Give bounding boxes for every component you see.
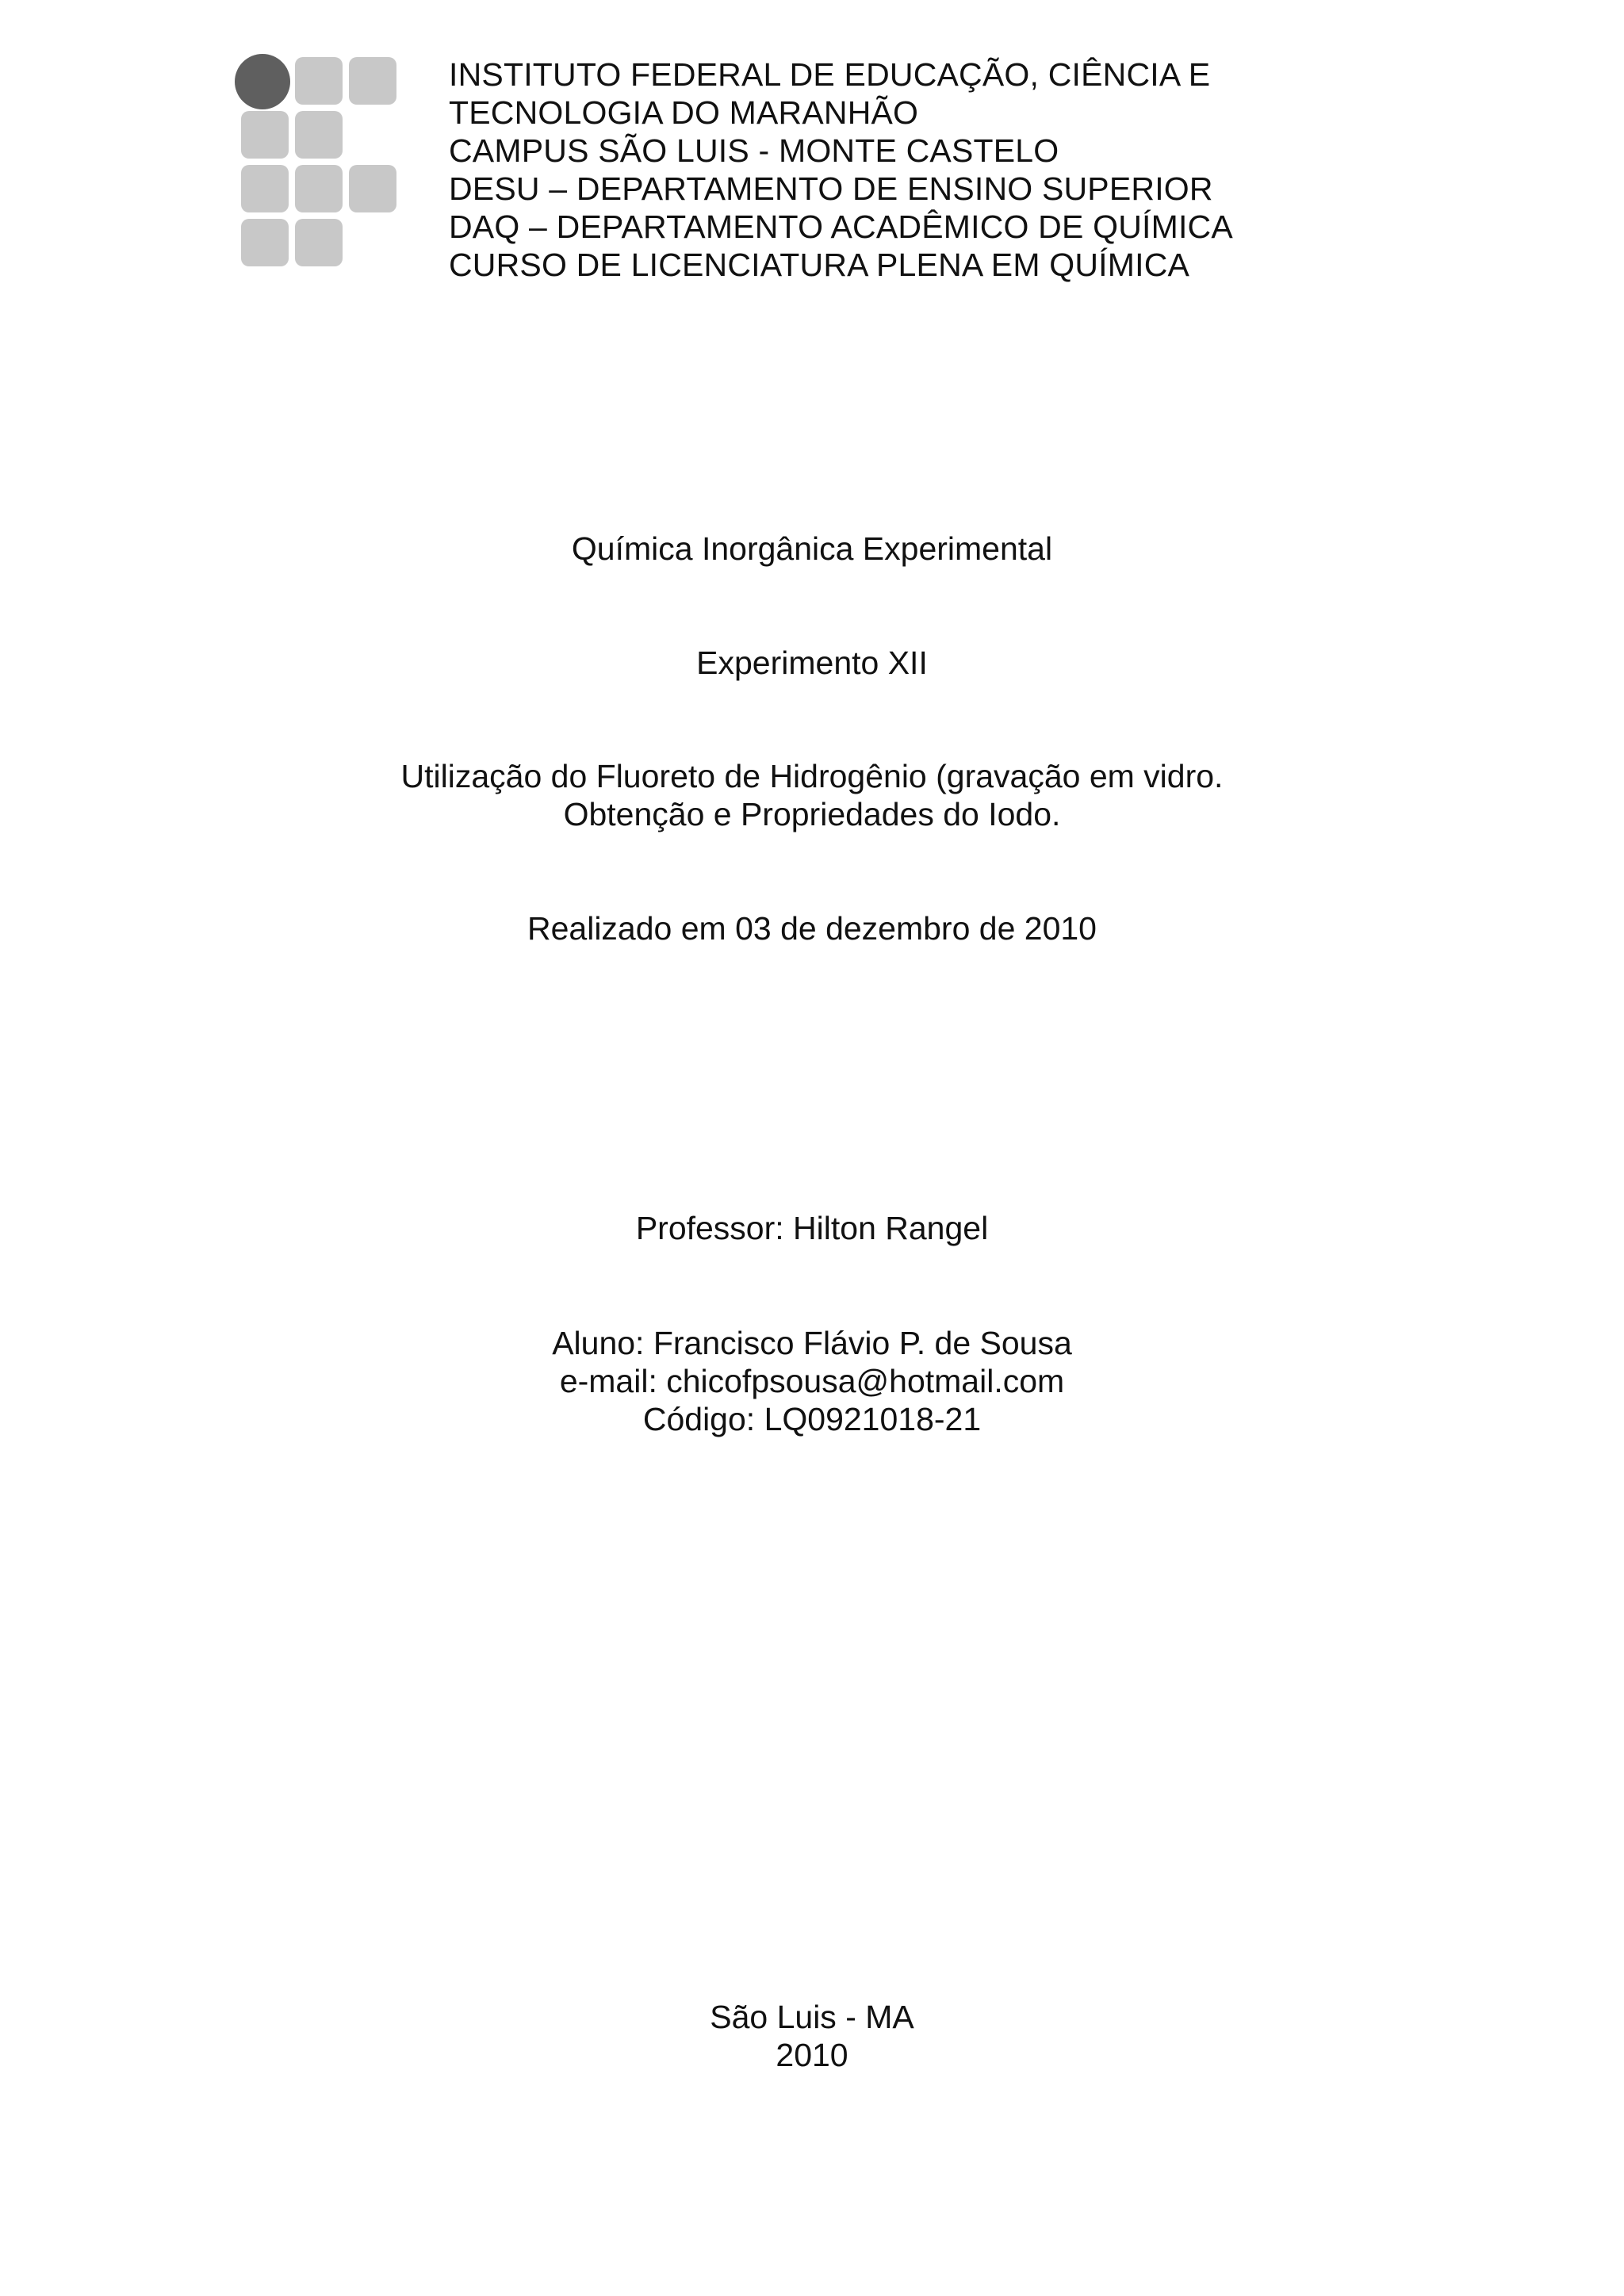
logo-cell xyxy=(295,111,343,159)
logo-cell xyxy=(241,111,289,159)
logo-cell xyxy=(241,165,289,212)
course-title-text: Química Inorgânica Experimental xyxy=(571,530,1053,567)
course-title xyxy=(0,530,1624,568)
student-info xyxy=(0,1324,1624,1438)
student-code: Código: LQ0921018-21 xyxy=(642,1401,982,1437)
header-line: DAQ – DEPARTAMENTO ACADÊMICO DE QUÍMICA xyxy=(449,209,1233,245)
logo-cell xyxy=(349,165,396,212)
logo-cell xyxy=(295,219,343,266)
experiment-number xyxy=(0,644,1624,682)
experiment-subject xyxy=(0,757,1624,833)
subject-line-2: Obtenção e Propriedades do Iodo. xyxy=(563,796,1061,832)
student-email: e-mail: chicofpsousa@hotmail.com xyxy=(559,1363,1065,1399)
logo-cell xyxy=(295,165,343,212)
header-line: CURSO DE LICENCIATURA PLENA EM QUÍMICA xyxy=(449,247,1190,283)
logo-cell xyxy=(241,219,289,266)
header-line: DESU – DEPARTAMENTO DE ENSINO SUPERIOR xyxy=(449,170,1213,207)
subject-line-1: Utilização do Fluoreto de Hidrogênio (gravação em vidro. xyxy=(400,758,1224,794)
date-line xyxy=(0,909,1624,947)
logo-cell xyxy=(349,57,396,105)
professor-text: Professor: Hilton Rangel xyxy=(635,1210,989,1246)
header-line: TECNOLOGIA DO MARANHÃO xyxy=(449,94,919,131)
footer-place: São Luis - MA xyxy=(710,1999,914,2035)
student-name: Aluno: Francisco Flávio P. de Sousa xyxy=(552,1325,1072,1361)
logo-cell xyxy=(295,57,343,105)
header-line: INSTITUTO FEDERAL DE EDUCAÇÃO, CIÊNCIA E xyxy=(449,56,1211,93)
institution-header xyxy=(449,55,1559,284)
date-text: Realizado em 03 de dezembro de 2010 xyxy=(527,910,1097,947)
place-and-year xyxy=(0,1998,1624,2074)
professor xyxy=(0,1209,1624,1247)
header-line: CAMPUS SÃO LUIS - MONTE CASTELO xyxy=(449,132,1059,169)
footer-year: 2010 xyxy=(776,2037,848,2073)
experiment-text: Experimento XII xyxy=(696,645,928,681)
logo-dot xyxy=(235,54,290,109)
if-logo-icon xyxy=(238,57,400,271)
